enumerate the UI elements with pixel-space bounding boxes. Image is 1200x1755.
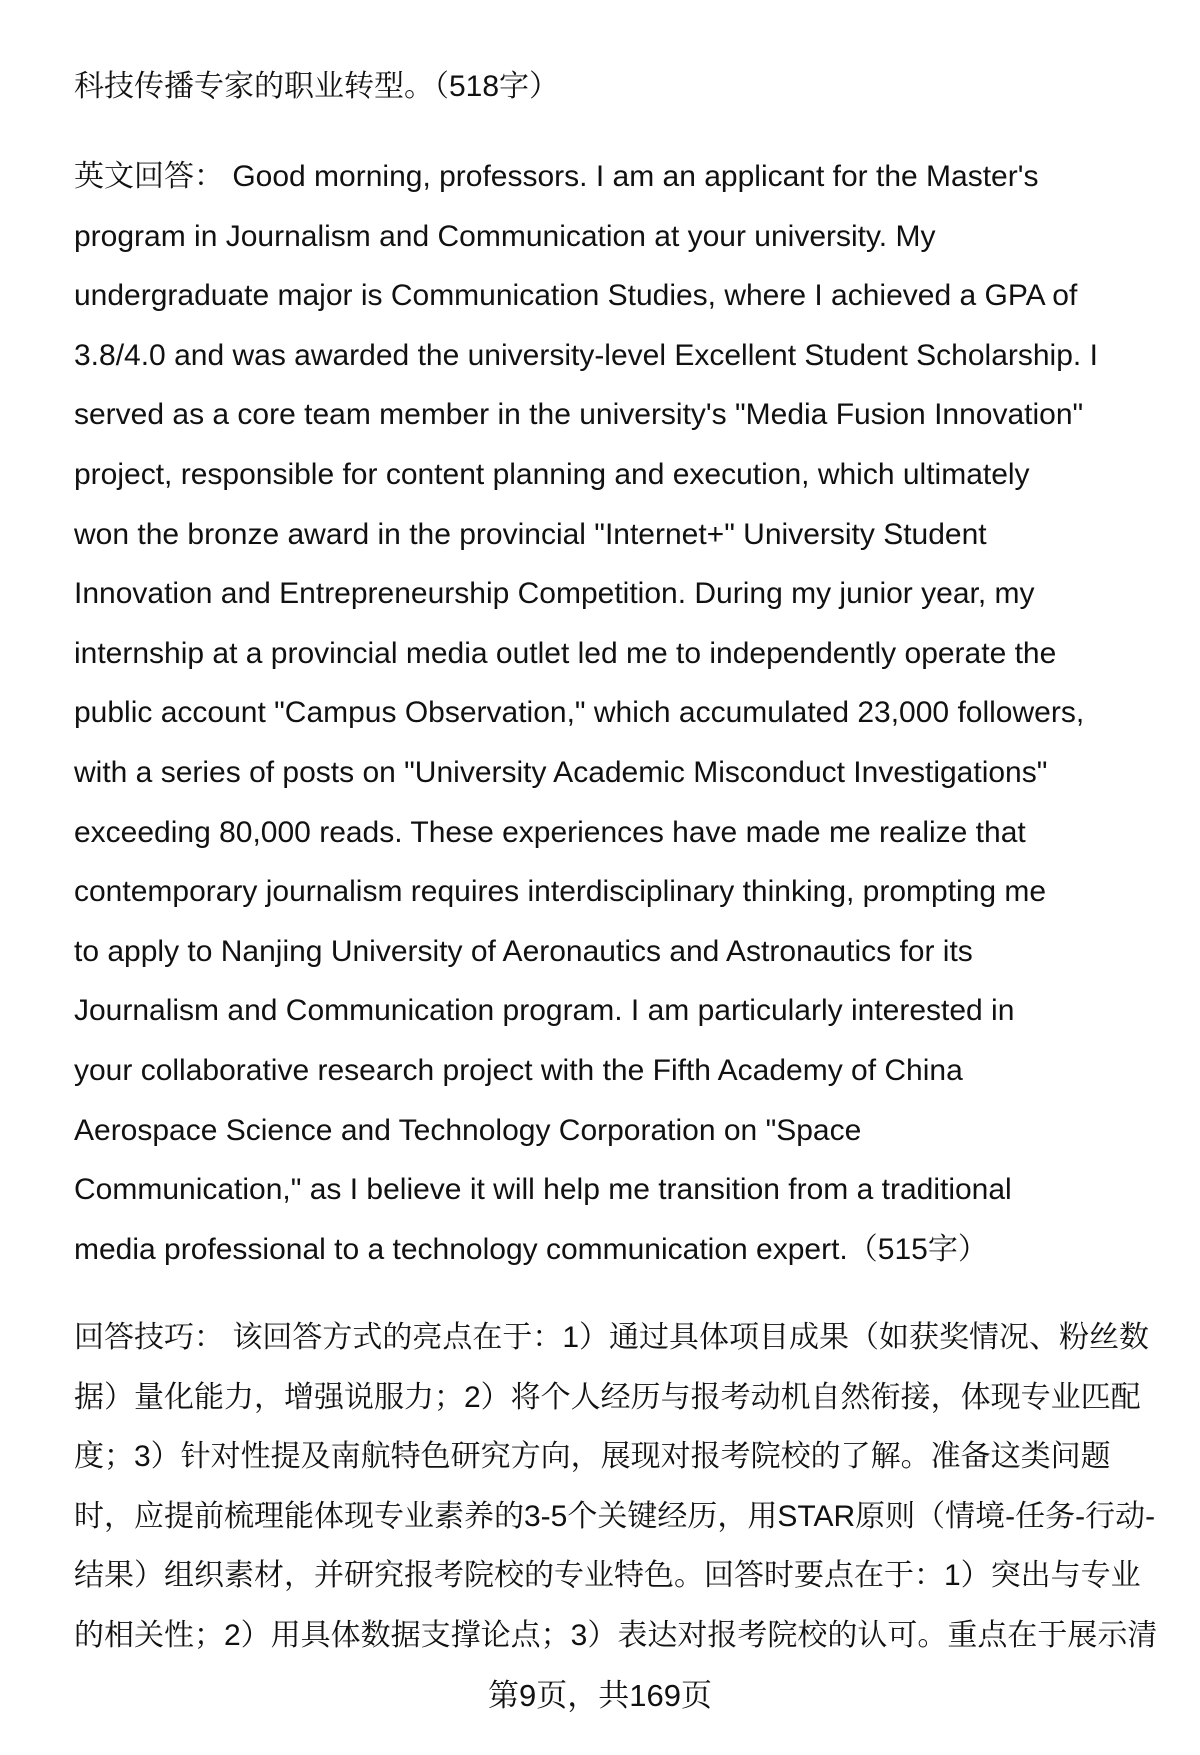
english-answer-line: with a series of posts on "University Academic Misconduct Investigations" <box>74 756 1048 789</box>
tips-line: 时，应提前梳理能体现专业素养的3-5个关键经历，用STAR原则（情境-任务-行动- <box>74 1499 1156 1533</box>
english-answer-line: public account "Campus Observation," which accumulated 23,000 followers, <box>74 696 1085 730</box>
english-answer-line: Aerospace Science and Technology Corporation on "Space <box>74 1113 862 1147</box>
tips-line: 回答技巧： 该回答方式的亮点在于：1）通过具体项目成果（如获奖情况、粉丝数 <box>74 1321 1150 1354</box>
tips-line: 结果）组织素材，并研究报考院校的专业特色。回答时要点在于：1）突出与专业 <box>74 1559 1141 1593</box>
english-answer-line: your collaborative research project with the Fifth Academy of China <box>74 1054 963 1087</box>
previous-answer-tail: 科技传播专家的职业转型。（518字） <box>74 70 560 103</box>
english-answer-line: served as a core team member in the university's "Media Fusion Innovation" <box>74 398 1084 432</box>
english-answer-line: to apply to Nanjing University of Aeronautics and Astronautics for its <box>74 934 973 968</box>
tips-line: 据）量化能力，增强说服力；2）将个人经历与报考动机自然衔接，体现专业匹配 <box>74 1380 1141 1414</box>
english-answer-line: internship at a provincial media outlet led me to independently operate the <box>74 636 1057 670</box>
english-answer-line: exceeding 80,000 reads. These experiences have made me realize that <box>74 815 1026 849</box>
english-answer-line: contemporary journalism requires interdisciplinary thinking, prompting me <box>74 875 1047 909</box>
english-answer-line: program in Journalism and Communication at your university. My <box>74 219 936 253</box>
english-answer-line: media professional to a technology communication expert.（515字） <box>74 1232 988 1266</box>
english-answer-line: Journalism and Communication program. I am particularly interested in <box>74 994 1015 1028</box>
english-answer-line: 英文回答： Good morning, professors. I am an applicant for the Master's <box>74 160 1039 193</box>
tips-line: 度；3）针对性提及南航特色研究方向，展现对报考院校的了解。准备这类问题 <box>74 1440 1111 1474</box>
english-answer-line: project, responsible for content planning and execution, which ultimately <box>74 458 1030 491</box>
english-answer-line: Innovation and Entrepreneurship Competition. During my junior year, my <box>74 577 1035 611</box>
tips-line: 的相关性；2）用具体数据支撑论点；3）表达对报考院校的认可。重点在于展示清 <box>74 1619 1158 1652</box>
english-answer-line: undergraduate major is Communication Studies, where I achieved a GPA of <box>74 279 1078 313</box>
english-answer-line: Communication," as I believe it will help me transition from a traditional <box>74 1173 1012 1207</box>
english-answer-line: won the bronze award in the provincial "Internet+" University Student <box>74 517 987 551</box>
english-answer-line: 3.8/4.0 and was awarded the university-level Excellent Student Scholarship. I <box>74 338 1098 372</box>
page-number: 第9页，共169页 <box>488 1678 712 1713</box>
